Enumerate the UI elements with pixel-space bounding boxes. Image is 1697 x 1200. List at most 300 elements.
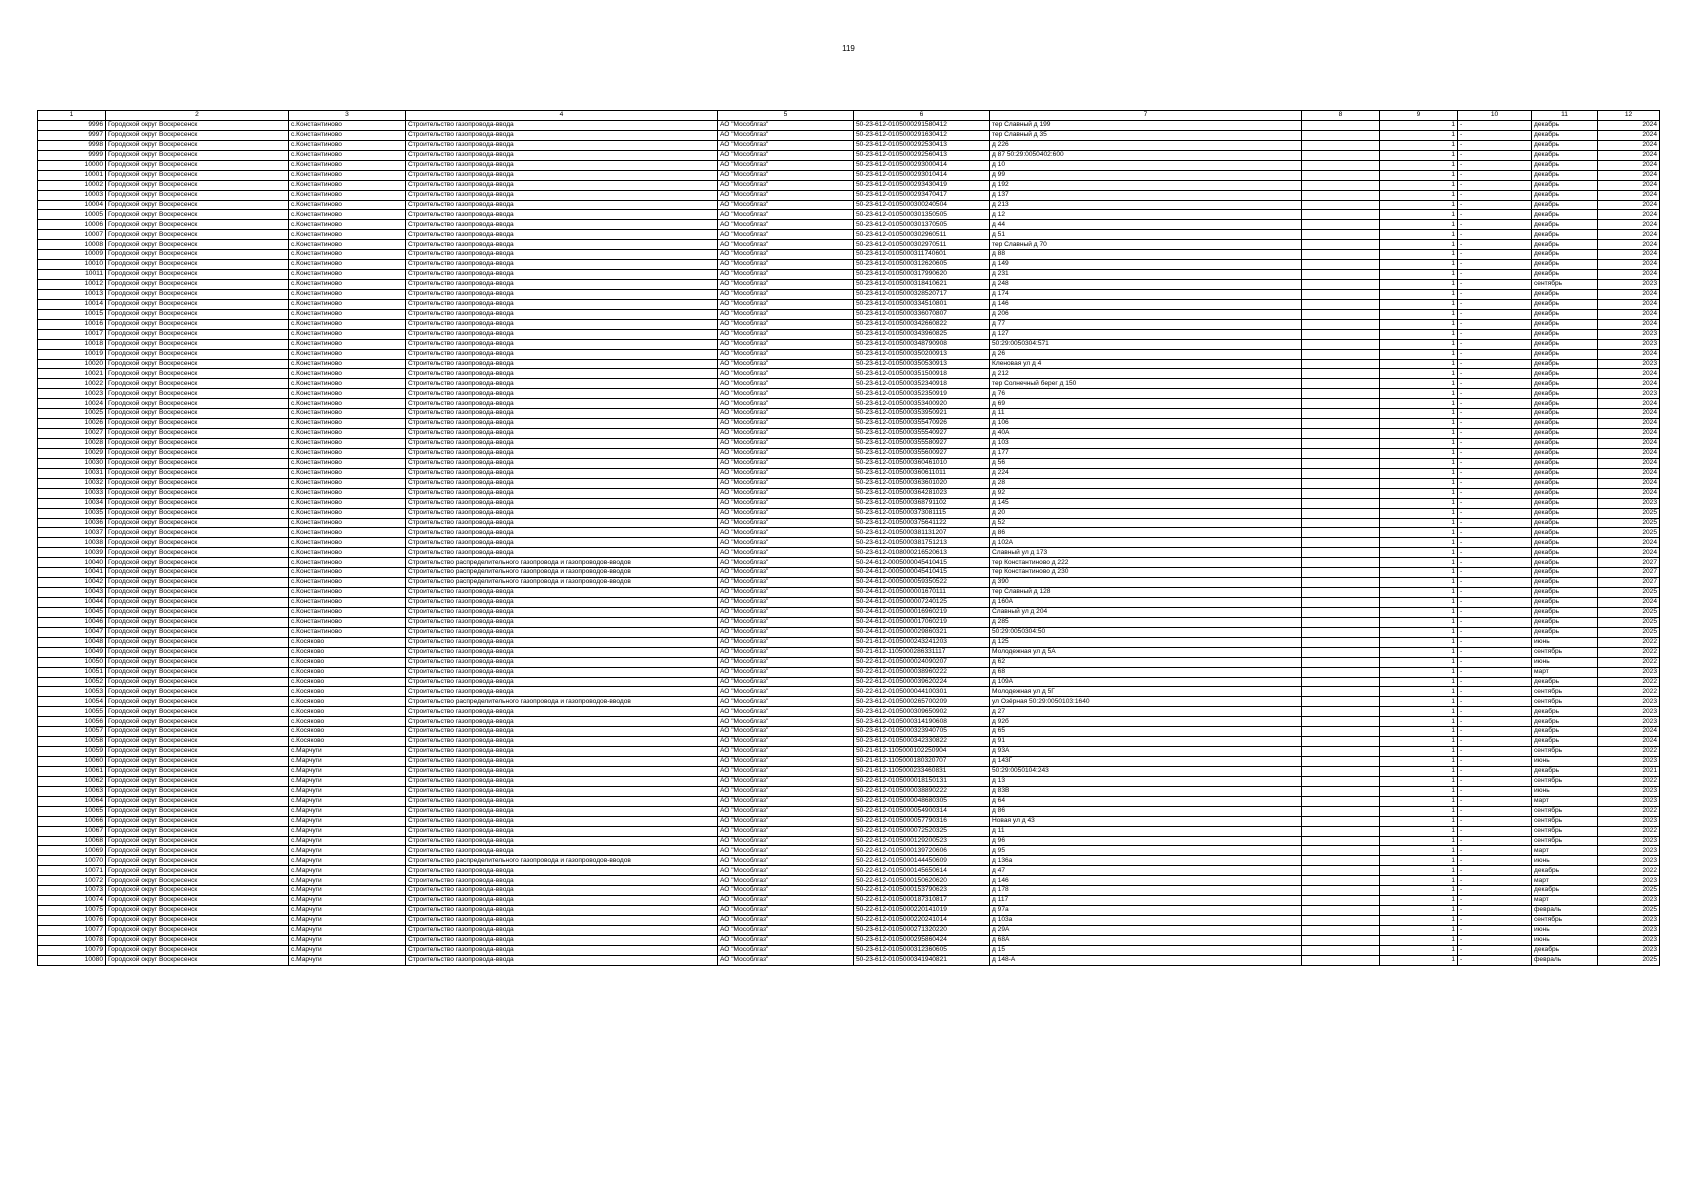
- col-10-cell: -: [1458, 836, 1532, 846]
- municipality-cell: Городской округ Воскресенск: [106, 786, 289, 796]
- request-number-cell: 50-24-612-0105000029860321: [854, 627, 990, 637]
- col-10-cell: -: [1458, 896, 1532, 906]
- year-cell: 2024: [1598, 468, 1660, 478]
- locality-cell: с.Константиново: [289, 160, 406, 170]
- address-cell: Славный ул д 173: [990, 548, 1302, 558]
- row-number-cell: 10055: [38, 707, 106, 717]
- address-cell: д 177: [990, 448, 1302, 458]
- month-cell: декабрь: [1532, 160, 1598, 170]
- locality-cell: с.Марчуги: [289, 806, 406, 816]
- col-8-cell: [1302, 508, 1380, 518]
- row-number-cell: 10078: [38, 935, 106, 945]
- quantity-cell: 1: [1380, 140, 1458, 150]
- table-row: [38, 220, 1660, 230]
- work-type-cell: Строительство газопровода-ввода: [406, 289, 718, 299]
- locality-cell: с.Константиново: [289, 568, 406, 578]
- row-number-cell: 10014: [38, 299, 106, 309]
- quantity-cell: 1: [1380, 319, 1458, 329]
- locality-cell: с.Константиново: [289, 140, 406, 150]
- col-10-cell: -: [1458, 697, 1532, 707]
- table-row: [38, 717, 1660, 727]
- address-cell: д 83В: [990, 786, 1302, 796]
- col-8-cell: [1302, 329, 1380, 339]
- row-number-cell: 10044: [38, 598, 106, 608]
- locality-cell: с.Константиново: [289, 270, 406, 280]
- col-8-cell: [1302, 200, 1380, 210]
- table-row: [38, 260, 1660, 270]
- col-10-cell: -: [1458, 806, 1532, 816]
- quantity-cell: 1: [1380, 816, 1458, 826]
- month-cell: декабрь: [1532, 200, 1598, 210]
- address-cell: д 26: [990, 349, 1302, 359]
- table-row: [38, 598, 1660, 608]
- municipality-cell: Городской округ Воскресенск: [106, 866, 289, 876]
- month-cell: декабрь: [1532, 737, 1598, 747]
- col-10-cell: -: [1458, 409, 1532, 419]
- municipality-cell: Городской округ Воскресенск: [106, 498, 289, 508]
- col-10-cell: -: [1458, 925, 1532, 935]
- quantity-cell: 1: [1380, 329, 1458, 339]
- table-row: [38, 419, 1660, 429]
- municipality-cell: Городской округ Воскресенск: [106, 409, 289, 419]
- table-row: [38, 846, 1660, 856]
- month-cell: декабрь: [1532, 359, 1598, 369]
- quantity-cell: 1: [1380, 776, 1458, 786]
- col-10-cell: -: [1458, 528, 1532, 538]
- organization-cell: АО "Мособлгаз": [718, 568, 854, 578]
- row-number-cell: 9996: [38, 121, 106, 131]
- request-number-cell: 50-22-612-0105000039620224: [854, 677, 990, 687]
- col-8-cell: [1302, 488, 1380, 498]
- table-row: [38, 280, 1660, 290]
- col-10-cell: -: [1458, 389, 1532, 399]
- month-cell: декабрь: [1532, 140, 1598, 150]
- col-10-cell: -: [1458, 647, 1532, 657]
- col-8-cell: [1302, 409, 1380, 419]
- year-cell: 2025: [1598, 886, 1660, 896]
- request-number-cell: 50-23-612-0108000216520613: [854, 548, 990, 558]
- row-number-cell: 10061: [38, 766, 106, 776]
- organization-cell: АО "Мособлгаз": [718, 299, 854, 309]
- work-type-cell: Строительство газопровода-ввода: [406, 776, 718, 786]
- table-row: [38, 896, 1660, 906]
- month-cell: сентябрь: [1532, 747, 1598, 757]
- col-8-cell: [1302, 677, 1380, 687]
- month-cell: декабрь: [1532, 270, 1598, 280]
- organization-cell: АО "Мособлгаз": [718, 607, 854, 617]
- col-10-cell: -: [1458, 488, 1532, 498]
- address-cell: д 99: [990, 170, 1302, 180]
- municipality-cell: Городской округ Воскресенск: [106, 369, 289, 379]
- request-number-cell: 50-23-612-0105000355470926: [854, 419, 990, 429]
- organization-cell: АО "Мособлгаз": [718, 130, 854, 140]
- month-cell: декабрь: [1532, 468, 1598, 478]
- locality-cell: с.Константиново: [289, 319, 406, 329]
- locality-cell: с.Константиново: [289, 240, 406, 250]
- quantity-cell: 1: [1380, 260, 1458, 270]
- work-type-cell: Строительство газопровода-ввода: [406, 667, 718, 677]
- organization-cell: АО "Мособлгаз": [718, 906, 854, 916]
- month-cell: декабрь: [1532, 448, 1598, 458]
- year-cell: 2024: [1598, 369, 1660, 379]
- quantity-cell: 1: [1380, 568, 1458, 578]
- address-cell: д 148-А: [990, 955, 1302, 965]
- locality-cell: с.Константиново: [289, 488, 406, 498]
- table-row: [38, 578, 1660, 588]
- year-cell: 2023: [1598, 339, 1660, 349]
- col-8-cell: [1302, 558, 1380, 568]
- request-number-cell: 50-23-612-0105000300240504: [854, 200, 990, 210]
- month-cell: декабрь: [1532, 498, 1598, 508]
- request-number-cell: 50-23-612-0105000291630412: [854, 130, 990, 140]
- table-row: [38, 667, 1660, 677]
- col-10-cell: -: [1458, 737, 1532, 747]
- col-10-cell: -: [1458, 876, 1532, 886]
- organization-cell: АО "Мособлгаз": [718, 687, 854, 697]
- year-cell: 2024: [1598, 170, 1660, 180]
- organization-cell: АО "Мособлгаз": [718, 419, 854, 429]
- month-cell: сентябрь: [1532, 687, 1598, 697]
- year-cell: 2025: [1598, 617, 1660, 627]
- row-number-cell: 10021: [38, 369, 106, 379]
- table-row: [38, 439, 1660, 449]
- address-cell: тер Славный д 199: [990, 121, 1302, 131]
- address-cell: д 68: [990, 667, 1302, 677]
- year-cell: 2023: [1598, 935, 1660, 945]
- request-number-cell: 50-23-612-0105000309650902: [854, 707, 990, 717]
- request-number-cell: 50-23-612-0105000301370505: [854, 220, 990, 230]
- table-row: [38, 866, 1660, 876]
- municipality-cell: Городской округ Воскресенск: [106, 200, 289, 210]
- quantity-cell: 1: [1380, 945, 1458, 955]
- municipality-cell: Городской округ Воскресенск: [106, 717, 289, 727]
- year-cell: 2024: [1598, 121, 1660, 131]
- col-10-cell: -: [1458, 727, 1532, 737]
- work-type-cell: Строительство газопровода-ввода: [406, 478, 718, 488]
- year-cell: 2024: [1598, 448, 1660, 458]
- row-number-cell: 10062: [38, 776, 106, 786]
- column-header: 2: [106, 111, 289, 121]
- row-number-cell: 10002: [38, 180, 106, 190]
- address-cell: д 206: [990, 309, 1302, 319]
- request-number-cell: 50-22-612-0105000038890222: [854, 786, 990, 796]
- locality-cell: с.Марчуги: [289, 886, 406, 896]
- address-cell: д 20: [990, 508, 1302, 518]
- quantity-cell: 1: [1380, 250, 1458, 260]
- municipality-cell: Городской округ Воскресенск: [106, 528, 289, 538]
- request-number-cell: 50-22-612-0105000054900314: [854, 806, 990, 816]
- row-number-cell: 10023: [38, 389, 106, 399]
- col-10-cell: -: [1458, 955, 1532, 965]
- row-number-cell: 10030: [38, 458, 106, 468]
- address-cell: д 86: [990, 806, 1302, 816]
- organization-cell: АО "Мособлгаз": [718, 190, 854, 200]
- row-number-cell: 10046: [38, 617, 106, 627]
- address-cell: д 231: [990, 270, 1302, 280]
- request-number-cell: 50-24-612-0005000045410415: [854, 558, 990, 568]
- month-cell: декабрь: [1532, 150, 1598, 160]
- municipality-cell: Городской округ Воскресенск: [106, 518, 289, 528]
- row-number-cell: 10056: [38, 717, 106, 727]
- municipality-cell: Городской округ Воскресенск: [106, 240, 289, 250]
- row-number-cell: 10039: [38, 548, 106, 558]
- work-type-cell: Строительство газопровода-ввода: [406, 607, 718, 617]
- col-8-cell: [1302, 747, 1380, 757]
- year-cell: 2024: [1598, 200, 1660, 210]
- address-cell: д 91: [990, 737, 1302, 747]
- column-header: 7: [990, 111, 1302, 121]
- col-8-cell: [1302, 856, 1380, 866]
- request-number-cell: 50-23-612-0105000360611011: [854, 468, 990, 478]
- work-type-cell: Строительство распределительного газопровода и газопроводов-вводов: [406, 578, 718, 588]
- municipality-cell: Городской округ Воскресенск: [106, 140, 289, 150]
- municipality-cell: Городской округ Воскресенск: [106, 607, 289, 617]
- year-cell: 2023: [1598, 697, 1660, 707]
- request-number-cell: 50-23-612-0105000318410621: [854, 280, 990, 290]
- year-cell: 2024: [1598, 538, 1660, 548]
- address-cell: д 11: [990, 409, 1302, 419]
- col-8-cell: [1302, 727, 1380, 737]
- address-cell: д 88: [990, 250, 1302, 260]
- row-number-cell: 10040: [38, 558, 106, 568]
- organization-cell: АО "Мособлгаз": [718, 925, 854, 935]
- row-number-cell: 10032: [38, 478, 106, 488]
- work-type-cell: Строительство газопровода-ввода: [406, 270, 718, 280]
- year-cell: 2024: [1598, 309, 1660, 319]
- address-cell: д 77: [990, 319, 1302, 329]
- col-10-cell: -: [1458, 558, 1532, 568]
- locality-cell: с.Константиново: [289, 548, 406, 558]
- organization-cell: АО "Мособлгаз": [718, 816, 854, 826]
- address-cell: д 103: [990, 439, 1302, 449]
- quantity-cell: 1: [1380, 846, 1458, 856]
- month-cell: декабрь: [1532, 130, 1598, 140]
- work-type-cell: Строительство газопровода-ввода: [406, 816, 718, 826]
- quantity-cell: 1: [1380, 528, 1458, 538]
- table-row: [38, 955, 1660, 965]
- address-cell: д 40А: [990, 429, 1302, 439]
- month-cell: декабрь: [1532, 508, 1598, 518]
- organization-cell: АО "Мособлгаз": [718, 697, 854, 707]
- locality-cell: с.Константиново: [289, 121, 406, 131]
- quantity-cell: 1: [1380, 409, 1458, 419]
- municipality-cell: Городской округ Воскресенск: [106, 627, 289, 637]
- work-type-cell: Строительство газопровода-ввода: [406, 369, 718, 379]
- col-8-cell: [1302, 478, 1380, 488]
- locality-cell: с.Марчуги: [289, 916, 406, 926]
- municipality-cell: Городской округ Воскресенск: [106, 876, 289, 886]
- row-number-cell: 10024: [38, 399, 106, 409]
- organization-cell: АО "Мособлгаз": [718, 806, 854, 816]
- municipality-cell: Городской округ Воскресенск: [106, 309, 289, 319]
- address-cell: д 125: [990, 637, 1302, 647]
- municipality-cell: Городской округ Воскресенск: [106, 548, 289, 558]
- work-type-cell: Строительство газопровода-ввода: [406, 220, 718, 230]
- month-cell: декабрь: [1532, 717, 1598, 727]
- address-cell: д 44: [990, 220, 1302, 230]
- table-row: [38, 568, 1660, 578]
- request-number-cell: 50-23-612-0105000301350505: [854, 210, 990, 220]
- locality-cell: с.Константиново: [289, 538, 406, 548]
- municipality-cell: Городской округ Воскресенск: [106, 617, 289, 627]
- request-number-cell: 50-24-612-0105000016960219: [854, 607, 990, 617]
- quantity-cell: 1: [1380, 647, 1458, 657]
- table-row: [38, 488, 1660, 498]
- year-cell: 2024: [1598, 488, 1660, 498]
- year-cell: 2024: [1598, 409, 1660, 419]
- col-8-cell: [1302, 240, 1380, 250]
- col-10-cell: -: [1458, 498, 1532, 508]
- year-cell: 2023: [1598, 280, 1660, 290]
- work-type-cell: Строительство распределительного газопровода и газопроводов-вводов: [406, 856, 718, 866]
- row-number-cell: 10028: [38, 439, 106, 449]
- month-cell: июнь: [1532, 657, 1598, 667]
- col-10-cell: -: [1458, 707, 1532, 717]
- row-number-cell: 10010: [38, 260, 106, 270]
- request-number-cell: 50-22-612-0105000150620620: [854, 876, 990, 886]
- quantity-cell: 1: [1380, 190, 1458, 200]
- locality-cell: с.Константиново: [289, 170, 406, 180]
- col-8-cell: [1302, 130, 1380, 140]
- col-8-cell: [1302, 836, 1380, 846]
- col-10-cell: -: [1458, 856, 1532, 866]
- col-8-cell: [1302, 637, 1380, 647]
- table-row: [38, 697, 1660, 707]
- quantity-cell: 1: [1380, 220, 1458, 230]
- row-number-cell: 10017: [38, 329, 106, 339]
- table-row: [38, 538, 1660, 548]
- request-number-cell: 50-21-612-1105000286331117: [854, 647, 990, 657]
- row-number-cell: 10037: [38, 528, 106, 538]
- col-8-cell: [1302, 150, 1380, 160]
- month-cell: декабрь: [1532, 528, 1598, 538]
- quantity-cell: 1: [1380, 399, 1458, 409]
- month-cell: декабрь: [1532, 389, 1598, 399]
- address-cell: тер Славный д 35: [990, 130, 1302, 140]
- header-row: [38, 111, 1660, 121]
- municipality-cell: Городской округ Воскресенск: [106, 955, 289, 965]
- row-number-cell: 10008: [38, 240, 106, 250]
- locality-cell: с.Константиново: [289, 419, 406, 429]
- col-8-cell: [1302, 170, 1380, 180]
- quantity-cell: 1: [1380, 598, 1458, 608]
- col-10-cell: -: [1458, 429, 1532, 439]
- year-cell: 2024: [1598, 548, 1660, 558]
- organization-cell: АО "Мособлгаз": [718, 627, 854, 637]
- col-10-cell: -: [1458, 508, 1532, 518]
- column-header: 6: [854, 111, 990, 121]
- col-10-cell: -: [1458, 667, 1532, 677]
- col-8-cell: [1302, 190, 1380, 200]
- year-cell: 2027: [1598, 578, 1660, 588]
- organization-cell: АО "Мособлгаз": [718, 766, 854, 776]
- municipality-cell: Городской округ Воскресенск: [106, 299, 289, 309]
- municipality-cell: Городской округ Воскресенск: [106, 826, 289, 836]
- organization-cell: АО "Мособлгаз": [718, 508, 854, 518]
- row-number-cell: 10069: [38, 846, 106, 856]
- col-10-cell: -: [1458, 379, 1532, 389]
- organization-cell: АО "Мособлгаз": [718, 369, 854, 379]
- request-number-cell: 50-23-612-0105000336070807: [854, 309, 990, 319]
- row-number-cell: 10070: [38, 856, 106, 866]
- address-cell: д 28: [990, 478, 1302, 488]
- quantity-cell: 1: [1380, 836, 1458, 846]
- request-number-cell: 50-22-612-0105000048680305: [854, 796, 990, 806]
- year-cell: 2024: [1598, 130, 1660, 140]
- municipality-cell: Городской округ Воскресенск: [106, 260, 289, 270]
- municipality-cell: Городской округ Воскресенск: [106, 558, 289, 568]
- work-type-cell: Строительство газопровода-ввода: [406, 389, 718, 399]
- locality-cell: с.Марчуги: [289, 747, 406, 757]
- col-8-cell: [1302, 945, 1380, 955]
- quantity-cell: 1: [1380, 498, 1458, 508]
- col-10-cell: -: [1458, 846, 1532, 856]
- municipality-cell: Городской округ Воскресенск: [106, 538, 289, 548]
- quantity-cell: 1: [1380, 617, 1458, 627]
- request-number-cell: 50-23-612-0105000360461010: [854, 458, 990, 468]
- row-number-cell: 10073: [38, 886, 106, 896]
- request-number-cell: 50-23-612-0105000295860424: [854, 935, 990, 945]
- locality-cell: с.Марчуги: [289, 876, 406, 886]
- locality-cell: с.Марчуги: [289, 757, 406, 767]
- col-10-cell: -: [1458, 200, 1532, 210]
- municipality-cell: Городской округ Воскресенск: [106, 598, 289, 608]
- col-8-cell: [1302, 737, 1380, 747]
- request-number-cell: 50-22-612-0105000038960222: [854, 667, 990, 677]
- request-number-cell: 50-23-612-0105000341940821: [854, 955, 990, 965]
- work-type-cell: Строительство газопровода-ввода: [406, 349, 718, 359]
- quantity-cell: 1: [1380, 538, 1458, 548]
- month-cell: март: [1532, 846, 1598, 856]
- municipality-cell: Городской округ Воскресенск: [106, 448, 289, 458]
- row-number-cell: 10050: [38, 657, 106, 667]
- col-8-cell: [1302, 220, 1380, 230]
- year-cell: 2024: [1598, 419, 1660, 429]
- table-body: [38, 121, 1660, 966]
- year-cell: 2024: [1598, 299, 1660, 309]
- municipality-cell: Городской округ Воскресенск: [106, 468, 289, 478]
- locality-cell: с.Константиново: [289, 329, 406, 339]
- work-type-cell: Строительство газопровода-ввода: [406, 627, 718, 637]
- municipality-cell: Городской округ Воскресенск: [106, 647, 289, 657]
- quantity-cell: 1: [1380, 419, 1458, 429]
- row-number-cell: 10064: [38, 796, 106, 806]
- work-type-cell: Строительство газопровода-ввода: [406, 319, 718, 329]
- address-cell: д 12: [990, 210, 1302, 220]
- quantity-cell: 1: [1380, 240, 1458, 250]
- quantity-cell: 1: [1380, 707, 1458, 717]
- col-8-cell: [1302, 468, 1380, 478]
- year-cell: 2024: [1598, 250, 1660, 260]
- year-cell: 2023: [1598, 389, 1660, 399]
- table-row: [38, 210, 1660, 220]
- year-cell: 2024: [1598, 260, 1660, 270]
- month-cell: июнь: [1532, 786, 1598, 796]
- month-cell: декабрь: [1532, 319, 1598, 329]
- locality-cell: с.Константиново: [289, 607, 406, 617]
- locality-cell: с.Марчуги: [289, 836, 406, 846]
- table-row: [38, 796, 1660, 806]
- col-10-cell: -: [1458, 886, 1532, 896]
- col-10-cell: -: [1458, 945, 1532, 955]
- column-header: 12: [1598, 111, 1660, 121]
- locality-cell: с.Константиново: [289, 458, 406, 468]
- work-type-cell: Строительство распределительного газопровода и газопроводов-вводов: [406, 568, 718, 578]
- row-number-cell: 10066: [38, 816, 106, 826]
- address-cell: д 127: [990, 329, 1302, 339]
- year-cell: 2023: [1598, 816, 1660, 826]
- address-cell: д 92б: [990, 717, 1302, 727]
